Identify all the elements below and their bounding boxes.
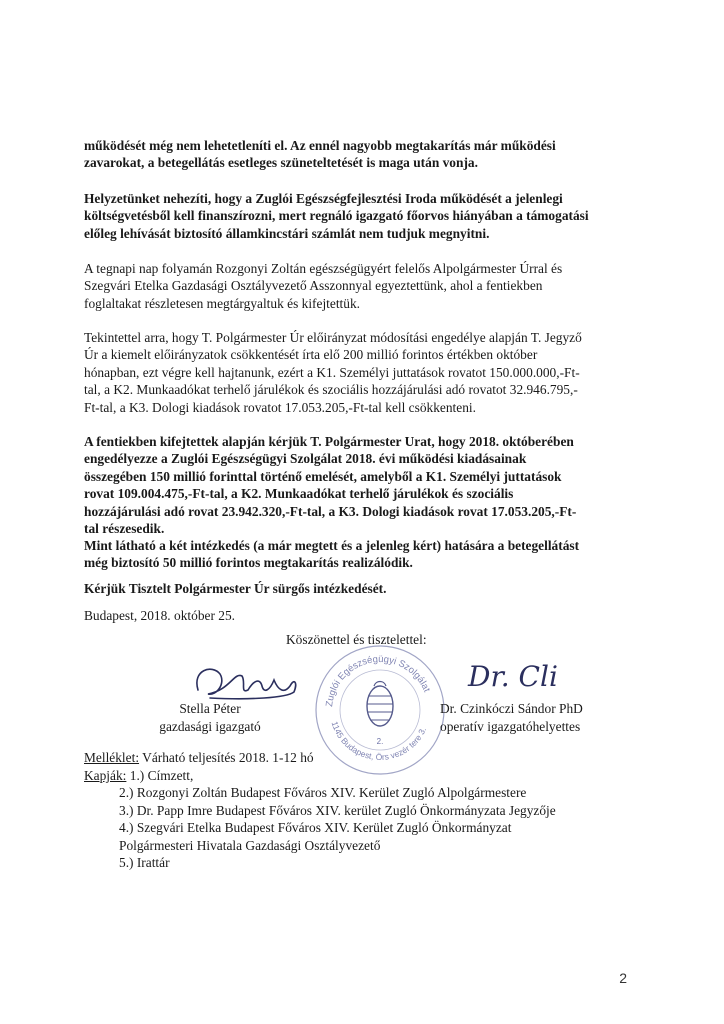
paragraph-5 [84,433,642,537]
text-line: Mint látható a két intézkedés (a már megtett és a jelenleg kért) hatására a betegellátást [84,538,580,553]
text-line: előleg lehívását biztosító államkincstári számlát nem tudjuk megnyitni. [84,225,490,241]
recipients-label: Kapják: [84,768,127,783]
text-line: rovat 109.004.475,-Ft-tal, a K2. Munkaadókat terhelő járulékok és szociális [84,486,514,502]
attachment-value: Várható teljesítés 2018. 1-12 hó [142,750,314,765]
list-item: 3.) Dr. Papp Imre Budapest Főváros XIV. kerület Zugló Önkormányzata Jegyzője [119,802,556,818]
text-line: tal részesedik. [84,521,165,537]
list-item: 4.) Szegvári Etelka Budapest Főváros XIV. Kerület Zugló Önkormányzat [119,820,512,836]
left-signatory-title: gazdasági igazgató [159,718,261,734]
stamp-bottom-text: 1145 Budapest, Örs vezér tere 3. [329,720,429,763]
text-line: Tekintettel arra, hogy T. Polgármester Úr előirányzat módosítási engedélye alapján T. Jegyző [84,330,582,345]
text-line: A tegnapi nap folyamán Rozgonyi Zoltán egészségügyért felelős Alpolgármester Úrral és [84,261,563,276]
official-stamp [310,640,450,780]
text-line: hozzájárulási adó rovat 23.942.320,-Ft-tal, a K3. Dologi kiadások rovat 17.053.205,-Ft- [84,503,577,519]
list-item: Polgármesteri Hivatala Gazdasági Osztályvezető [119,837,381,853]
stamp-top-text: Zuglói Egészségügyi Szolgálat [324,653,433,708]
list-item: 5.) Irattár [119,855,170,871]
text-line: tal, a K2. Munkaadókat terhelő járulékok és szociális hozzájárulási adó rovatot 32.946.795,- [84,382,578,398]
stamp-number: 2. [376,737,384,746]
attachment-line [84,749,314,766]
text-line: Ft-tal, a K3. Dologi kiadások rovatot 17.053.205,-Ft-tal kell csökkenteni. [84,399,476,415]
right-signatory-name: Dr. Czinkóczi Sándor PhD [440,701,583,716]
text-line: engedélyezze a Zuglói Egészségügyi Szolgálat 2018. évi működési kiadásainak [84,451,527,467]
left-signature [190,660,310,705]
list-item: 1.) Címzett, [129,768,194,783]
paragraph-6 [84,537,642,572]
attachment-label: Melléklet: [84,750,140,765]
text-line: működését még nem lehetetleníti el. Az ennél nagyobb megtakarítás már működési [84,138,556,153]
date-line: Budapest, 2018. október 25. [84,608,235,623]
right-signatory-title: operatív igazgatóhelyettes [440,718,581,734]
right-signatory [440,700,610,735]
text-line: Úr a kiemelt előirányzatok csökkentését írta elő 200 millió forintos értékben október [84,347,538,363]
paragraph-2 [84,190,642,242]
closing-line: Köszönettel és tisztelettel: [286,632,427,647]
text-line: hónapban, ezt végre kell hajtanunk, ezért a K1. Személyi juttatások rovatot 150.000.000,-Ft- [84,364,580,380]
text-line: még biztosító 50 millió forintos megtakarítás realizálódik. [84,555,413,571]
text-line: összegében 150 millió forinttal történő emelését, amelyből a K1. Személyi juttatások [84,468,562,484]
paragraph-1 [84,137,642,172]
request-line: Kérjük Tisztelt Polgármester Úr sürgős intézkedését. [84,581,387,596]
text-line: foglaltakat részletesen megtárgyaltuk és kifejtettük. [84,295,361,311]
text-line: Szegvári Etelka Gazdasági Osztályvezető Asszonnyal egyeztettünk, ahol a fentiekben [84,278,543,294]
page-number: 2 [619,970,627,986]
right-signature: Dr. Cli [468,660,558,693]
text-line: költségvetésből kell finanszírozni, mert regnáló igazgató főorvos hiányában a támogatási [84,208,589,224]
text-line: Helyzetünket nehezíti, hogy a Zuglói Egészségfejlesztési Iroda működését a jelenlegi [84,191,563,206]
list-item: 2.) Rozgonyi Zoltán Budapest Főváros XIV. Kerület Zugló Alpolgármestere [119,785,527,801]
recipients-list [84,767,556,871]
text-line: zavarokat, a betegellátás esetleges szüneteltetését is maga után vonja. [84,155,478,171]
left-signatory-name: Stella Péter [179,701,241,716]
paragraph-3 [84,260,642,312]
left-signatory [140,700,280,735]
paragraph-4 [84,329,642,416]
svg-text:Zuglói Egészségügyi Szolgálat [324,654,432,707]
text-line: A fentiekben kifejtettek alapján kérjük T. Polgármester Urat, hogy 2018. októberében [84,434,574,449]
